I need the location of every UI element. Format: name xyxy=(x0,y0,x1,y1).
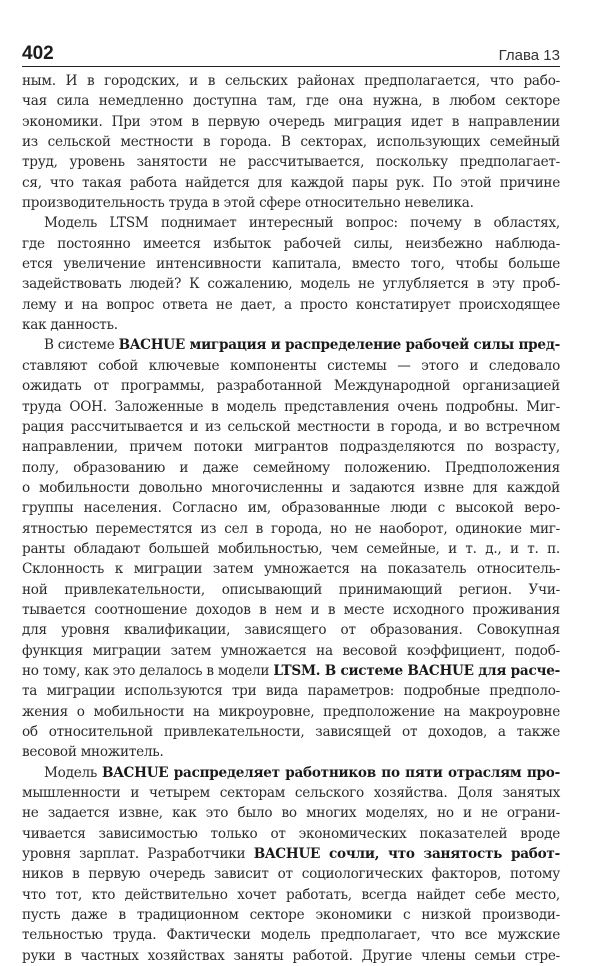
text-line: тывается соотношение доходов в нем и в месте исходного проживания xyxy=(22,601,560,618)
bold-emphasis: LTSM. В системе BACHUE для расче- xyxy=(273,662,561,679)
text-line: не задается извне, как это было во многих моделях, но и не ограни- xyxy=(22,805,560,822)
text-line: о мобильности довольно многочисленны и задаются извне для каждой xyxy=(22,479,560,496)
text-line: В системе BACHUE миграция и распределение рабочей силы пред- xyxy=(44,337,561,354)
text-line: мышленности и четырем секторам сельского хозяйства. Доля занятых xyxy=(22,785,560,802)
text-line: весовой множитель. xyxy=(22,744,164,761)
text-line: ранты обладают большей мобильностью, чем семейные, и т. д., и т. п. xyxy=(22,540,560,557)
text-line: руки в частных хозяйствах заняты работой. Другие члены семьи стре- xyxy=(22,947,560,964)
text-line: что тот, кто действительно хочет работать, всегда найдет себе место, xyxy=(22,886,560,903)
text-line: чивается зависимостью только от экономических показателей вроде xyxy=(22,825,560,842)
text-line: ся, что такая работа найдется для каждой пары рук. По этой причине xyxy=(22,174,560,191)
running-header xyxy=(22,42,560,67)
text-line: ников в первую очередь зависит от социологических факторов, потому xyxy=(22,866,560,883)
bold-emphasis: BACHUE распределяет работников по пяти отраслям про- xyxy=(102,764,560,781)
text-line: чая сила немедленно доступна там, где она нужна, в любом секторе xyxy=(22,93,560,110)
text-line: Модель LTSM поднимает интересный вопрос: почему в областях, xyxy=(44,215,560,232)
text-line: функция миграции затем умножается на весовой коэффициент, подоб- xyxy=(22,642,560,659)
text-line: ной привлекательности, описывающий принимающий регион. Учи- xyxy=(22,581,560,598)
text-line: ным. И в городских, и в сельских районах предполагается, что рабо- xyxy=(22,73,560,89)
text-line: ятностью переместятся из сел в города, но не наоборот, одинокие миг- xyxy=(22,520,560,537)
text-line: уровня зарплат. Разработчики BACHUE сочли, что занятость работ- xyxy=(22,846,560,863)
text-line: производительность труда в этой сфере относительно невелика. xyxy=(22,195,474,212)
text-line: та миграции используются три вида параметров: подробные предполо- xyxy=(22,683,560,700)
chapter-label: Глава 13 xyxy=(498,47,560,64)
text-line: группы населения. Согласно им, образованные люди с высокой веро- xyxy=(22,500,560,517)
paragraph xyxy=(22,335,560,762)
text-line: ставляют собой ключевые компоненты системы — этого и следовало xyxy=(22,357,560,374)
text-line: Склонность к миграции затем умножается на показатель относитель- xyxy=(22,561,560,578)
text-line: лему и на вопрос ответа не дает, а просто констатирует происходящее xyxy=(22,296,560,313)
text-line: жения о мобильности на микроуровне, предположение на макроуровне xyxy=(22,703,560,720)
text-line: направлении, причем потоки мигрантов подразделяются по возрасту, xyxy=(22,439,560,456)
text-line: труд, уровень занятости не рассчитывается, поскольку предполагает- xyxy=(22,154,560,171)
text-line: тельностью труда. Фактически модель предполагает, что все мужские xyxy=(22,927,560,944)
text-line: ется увеличение интенсивности капитала, вместо того, чтобы больше xyxy=(22,256,560,273)
text-line: рация рассчитывается и из сельской местности в города, и во встречном xyxy=(22,418,560,435)
paragraph xyxy=(22,213,560,335)
text-line: как данность. xyxy=(22,317,118,334)
paragraph xyxy=(22,71,560,213)
text-line: труда ООН. Заложенные в модель представления очень подробны. Миг- xyxy=(22,398,560,415)
text-line: экономики. При этом в первую очередь миграция идет в направлении xyxy=(22,113,560,130)
body-text xyxy=(22,71,560,966)
paragraph xyxy=(22,763,560,966)
text-line: ожидать от программы, разработанной Международной организацией xyxy=(22,378,560,395)
text-line: где постоянно имеется избыток рабочей силы, неизбежно наблюда- xyxy=(22,235,560,252)
text-line: пусть даже в традиционном секторе экономики с низкой производи- xyxy=(22,907,560,924)
text-line: для уровня квалификации, зависящего от образования. Совокупная xyxy=(22,622,560,639)
page-number: 402 xyxy=(22,43,54,64)
bold-emphasis: BACHUE миграция и распределение рабочей силы пред- xyxy=(118,337,561,354)
bold-emphasis: BACHUE сочли, что занятость работ- xyxy=(253,846,560,863)
text-line: полу, образованию и даже семейному положению. Предположения xyxy=(22,459,560,476)
text-line: об относительной привлекательности, зависящей от доходов, а также xyxy=(22,724,560,740)
text-line: но тому, как это делалось в модели LTSM. В системе BACHUE для расче- xyxy=(22,662,561,679)
text-line: Модель BACHUE распределяет работников по пяти отраслям про- xyxy=(44,764,560,781)
text-line: из сельской местности в города. В секторах, использующих семейный xyxy=(22,134,560,151)
text-line: задействовать людей? К сожалению, модель не углубляется в эту проб- xyxy=(22,276,560,293)
